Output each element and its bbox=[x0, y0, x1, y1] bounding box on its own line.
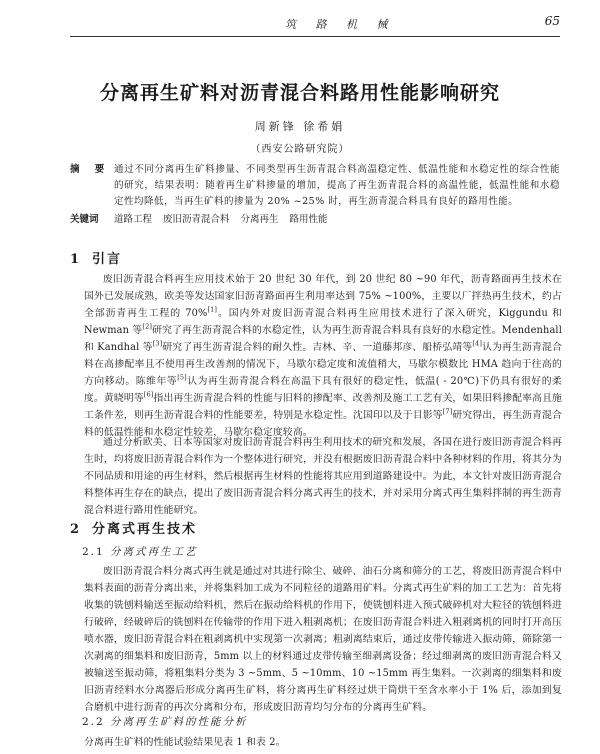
section-number: 1 bbox=[70, 252, 82, 267]
page-number: 65 bbox=[544, 14, 560, 28]
article-authors: 周新锋 徐希娟 bbox=[254, 120, 346, 133]
section-number: 2 bbox=[70, 522, 82, 537]
para-text: 研究了再生沥青混合料的耐久性。吉林、辛、一道藤邦彦、船桥弘靖等 bbox=[162, 342, 473, 353]
subsection-heading-process bbox=[82, 544, 198, 559]
intro-paragraph-1 bbox=[84, 271, 562, 441]
journal-name: 筑 路 机 械 bbox=[285, 18, 396, 31]
subsection-title: 分离再生矿料的性能分析 bbox=[110, 716, 248, 728]
subsection-number: 2.1 bbox=[82, 546, 105, 558]
section-title: 分离式再生技术 bbox=[92, 522, 198, 537]
citation: [5] bbox=[177, 373, 187, 382]
abstract-block bbox=[70, 162, 560, 210]
article-title: 分离再生矿料对沥青混合料路用性能影响研究 bbox=[99, 82, 500, 104]
performance-paragraph: 分离再生矿料的性能试验结果见表 1 和表 2。 bbox=[84, 737, 286, 748]
section-title: 引言 bbox=[92, 252, 123, 267]
citation: [1] bbox=[207, 305, 218, 314]
para-text: 研究了再生沥青混合料的水稳定性，认为再生沥青混合料具有良好的水稳定性。Mendenhall 和 Kandhal 等 bbox=[84, 325, 562, 353]
para-text: 。国内外对废旧沥青混合料再生应用技术进行了深入研究，Kiggundu 和 Newman 等 bbox=[84, 308, 562, 336]
article-affiliation: （西安公路研究院） bbox=[250, 144, 350, 155]
intro-paragraph-2: 通过分析欧美、日本等国家对废旧沥青混合料再生利用技术的研究和发展，各国在进行废旧沥青混合料再生时，均将废旧沥青混合料作为一个整体进行研究，并没有根据废旧沥青混合料中各种材料的作用，将其分为不同品质和用途的再生材料，然后根据再生材料的性能将其应用到道路建设中。为此，本文针对废旧沥青混合料整体再生存在的缺点，提出了废旧沥青混合料分离式再生的技术，并对采用分离式再生集料拌制的再生沥青混合料进行路用性能研究。 bbox=[84, 437, 562, 516]
para-text: 指出再生沥青混合料的性能与旧料的掺配率、改善剂及施工工艺有关，如果旧料掺配率高且施工条件差，则再生沥青混合料的性能要差，特别是水稳定性。沈国印以及于目影等 bbox=[84, 393, 562, 421]
citation: [6] bbox=[143, 390, 154, 399]
subsection-number: 2.2 bbox=[82, 716, 105, 728]
para-text: 认为再生沥青混合料在高温下具有很好的稳定性，低温( - 20℃)下仍具有很好的柔度。黄晓明等 bbox=[84, 376, 562, 404]
citation: [2] bbox=[142, 322, 153, 331]
abstract-text: 通过不同分离再生矿料掺量、不同类型再生沥青混合料高温稳定性、低温性能和水稳定性的综合性能的研究，结果表明：随着再生矿料掺量的增加，提高了再生沥青混合料的高温性能，低温性能和水稳定性均降低，当再生矿料的掺量为 20% ~25% 时，再生沥青混合料具有良好的路用性能。 bbox=[114, 164, 560, 207]
section-heading-separation-technology bbox=[70, 518, 197, 537]
keywords-text: 道路工程 废旧沥青混合料 分离再生 路用性能 bbox=[114, 214, 328, 225]
citation: [3] bbox=[152, 339, 163, 348]
abstract-label: 摘 要 bbox=[70, 164, 111, 175]
subsection-title: 分离式再生工艺 bbox=[110, 546, 198, 558]
process-paragraph: 废旧沥青混合料分离式再生就是通过对其进行除尘、破碎、油石分离和筛分的工艺，将废旧沥青混合料中集料表面的沥青分离出来，并将集料加工成为不同粒径的道路用矿料。分离式再生矿料的加工工艺为：首先将收集的铣刨料输送至振动给料机，然后在振动给料机的作用下，使铣刨料进入预式破碎机对大粒径的铣刨料进行破碎，经破碎后的铣刨料在传输带的作用下进入粗剥离机；在废旧沥青混合料进入粗剥离机的同时打开高压喷水器，废旧沥青混合料在粗剥离机中实现第一次剥离；粗剥离结束后，通过皮带传输进入振动筛，筛除第一次剥离的细集料和废旧沥青，5mm 以上的材料通过皮带传输至细剥离设备；经过细剥离的废旧沥青混合料又被输送至振动筛，将粗集料分类为 3 ~5mm、5 ~10mm、10 ~15mm 再生集料。一次剥离的细集料和废旧沥青经料水分离器后形成分离再生矿料，将分离再生矿料经过烘干筒烘干至含水率小于 1% 后，添加到复合磨机中进行沥青的再次分离和分布，形成废旧沥青均匀分布的分离再生矿料。 bbox=[84, 566, 562, 713]
para-text: 研究得出，再生沥青混合料的低温性能和水稳定性较差，马歇尔稳定度较高。 bbox=[84, 410, 562, 438]
citation: [4] bbox=[472, 339, 483, 348]
citation: [7] bbox=[442, 407, 453, 416]
keywords-label: 关键词 bbox=[70, 214, 99, 225]
running-header bbox=[70, 10, 560, 37]
subsection-heading-performance bbox=[82, 714, 248, 729]
para-text: 认为再生沥青混合料在高掺配率且不使用再生改善剂的情况下，马歇尔稳定度和流值稍大，马歇尔模数比 HMA 趋向于往高的方向移动。陈维年等 bbox=[84, 342, 562, 387]
para-text: 废旧沥青混合料再生应用技术始于 20 世纪 30 年代，到 20 世纪 80 ~90 年代，沥青路面再生技术在国外已发展成熟，欧美等发达国家旧沥青路面再生利用率达到 75% ~100%，主要以厂拌热再生技术，约占全部沥青再生工程的 70% bbox=[84, 274, 562, 319]
keywords-block bbox=[70, 212, 560, 228]
section-heading-introduction bbox=[70, 248, 122, 267]
